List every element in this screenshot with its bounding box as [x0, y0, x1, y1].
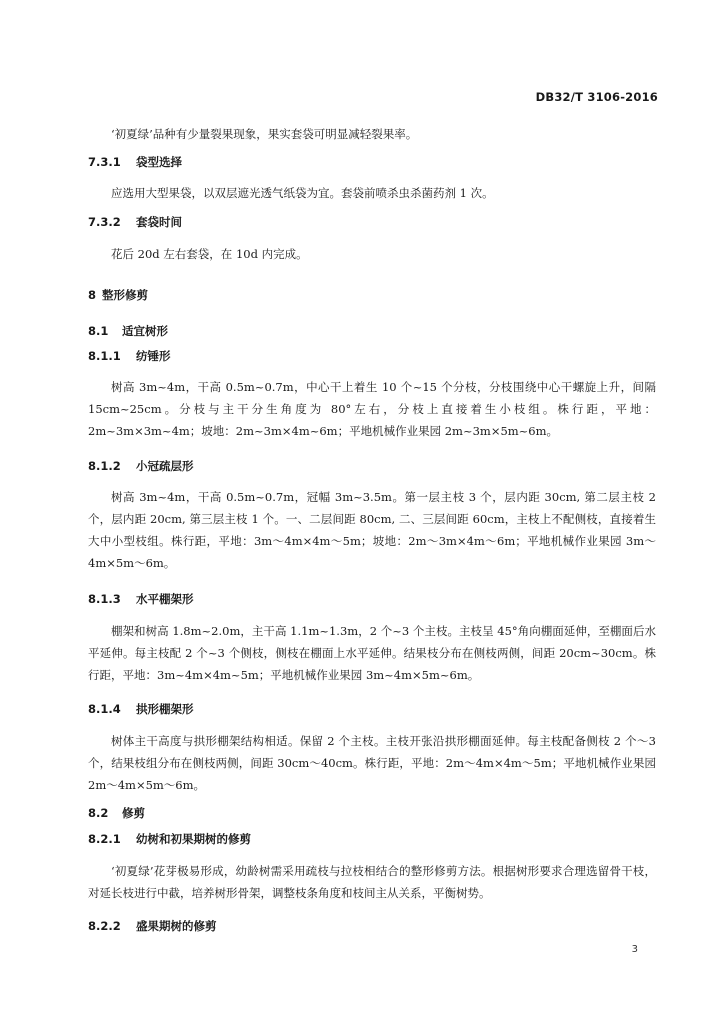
section-number: 8.1.3 — [88, 592, 121, 606]
paragraph-8-1-2: 树高 3m~4m，干高 0.5m~0.7m，冠幅 3m~3.5m。第一层主枝 3 个，层内距 30cm, 第二层主枝 2 个，层内距 20cm, 第三层主枝 1 个。一、二层间距 80cm, 二、三层间距 60cm，主枝上不配侧枝，直接着生大中小型枝组。株行距，平地：3m～4m×4m～5m；坡地：2m～3m×4m～6m；平地机械作业果园 3m～4m×5m～6m。 — [88, 490, 656, 570]
section-number: 8.2.1 — [88, 832, 121, 846]
heading-8-2-2 — [88, 918, 656, 934]
section-number: 8.1.2 — [88, 459, 121, 473]
section-title: 小冠疏层形 — [136, 459, 194, 473]
heading-8 — [88, 287, 656, 303]
section-number: 7.3.2 — [88, 215, 121, 229]
section-title: 拱形棚架形 — [136, 702, 194, 716]
section-title: 修剪 — [122, 806, 145, 820]
section-number: 7.3.1 — [88, 155, 121, 169]
heading-8-1-1 — [88, 348, 656, 364]
section-title: 适宜树形 — [122, 324, 168, 338]
paragraph-8-1-1: 树高 3m~4m，干高 0.5m~0.7m，中心干上着生 10 个~15 个分枝，分枝围绕中心干螺旋上升，间隔 15cm~25cm。分枝与主干分生角度为 80°左右，分枝上直接着生小枝组。株行距，平地：2m~3m×3m~4m；坡地：2m~3m×4m~6m；平地机械作业果园 2m~3m×5m~6m。 — [88, 380, 656, 438]
section-number: 8.1.1 — [88, 349, 121, 363]
heading-7-3-2 — [88, 214, 656, 230]
heading-8-1-2 — [88, 458, 656, 474]
paragraph-8-2-1: ‘初夏绿’花芽极易形成，幼龄树需采用疏枝与拉枝相结合的整形修剪方法。根据树形要求合理选留骨干枝，对延长枝进行中截，培养树形骨架，调整枝条角度和枝间主从关系，平衡树势。 — [88, 864, 656, 900]
standard-code: DB32/T 3106-2016 — [535, 90, 658, 104]
heading-8-2-1 — [88, 831, 656, 847]
section-number: 8.2 — [88, 806, 109, 820]
section-number: 8 — [88, 288, 97, 302]
section-number: 8.1.4 — [88, 702, 121, 716]
section-title: 水平棚架形 — [136, 592, 194, 606]
section-number: 8.1 — [88, 324, 109, 338]
paragraph-intro: ‘初夏绿’品种有少量裂果现象，果实套袋可明显减轻裂果率。 — [111, 127, 418, 141]
section-title: 套袋时间 — [136, 215, 182, 229]
paragraph-8-1-4: 树体主干高度与拱形棚架结构相适。保留 2 个主枝。主枝开张沿拱形棚面延伸。每主枝配备侧枝 2 个～3 个，结果枝组分布在侧枝两侧，间距 30cm～40cm。株行距，平地：2m～4m×4m～5m；平地机械作业果园 2m～4m×5m～6m。 — [88, 734, 656, 792]
heading-8-2 — [88, 805, 656, 821]
heading-8-1 — [88, 323, 656, 339]
paragraph-7-3-2: 花后 20d 左右套袋，在 10d 内完成。 — [111, 247, 308, 261]
section-title: 整形修剪 — [102, 288, 148, 302]
heading-8-1-3 — [88, 591, 656, 607]
section-title: 幼树和初果期树的修剪 — [136, 832, 251, 846]
section-number: 8.2.2 — [88, 919, 121, 933]
page-number: 3 — [631, 944, 638, 955]
heading-7-3-1 — [88, 154, 656, 170]
paragraph-7-3-1: 应选用大型果袋，以双层遮光透气纸袋为宜。套袋前喷杀虫杀菌药剂 1 次。 — [111, 186, 494, 200]
section-title: 袋型选择 — [136, 155, 182, 169]
section-title: 盛果期树的修剪 — [136, 919, 217, 933]
section-title: 纺锤形 — [136, 349, 171, 363]
paragraph-8-1-3: 棚架和树高 1.8m~2.0m，主干高 1.1m~1.3m，2 个~3 个主枝。主枝呈 45°角向棚面延伸，至棚面后水平延伸。每主枝配 2 个~3 个侧枝，侧枝在棚面上水平延伸。结果枝分布在侧枝两侧，间距 20cm~30cm。株行距，平地：3m~4m×4m~5m；平地机械作业果园 3m~4m×5m~6m。 — [88, 624, 656, 682]
heading-8-1-4 — [88, 701, 656, 717]
